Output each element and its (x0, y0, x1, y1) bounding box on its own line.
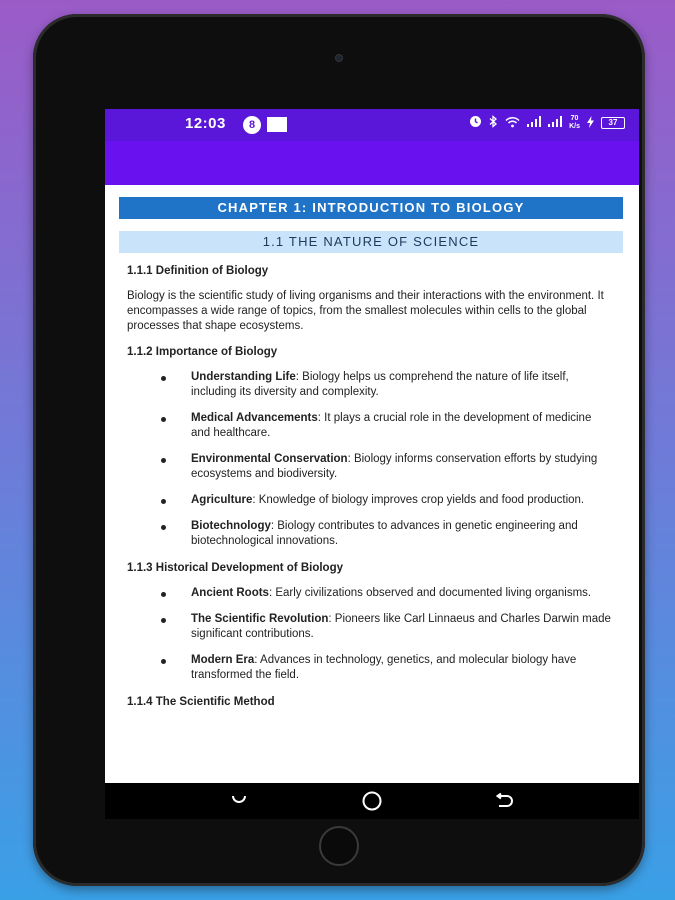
list-item (191, 612, 611, 642)
list-item (191, 370, 611, 400)
notification-count-badge: 8 (243, 116, 261, 134)
list-item (191, 452, 611, 482)
list-item-text: : It plays a crucial role in the development of medicine and healthcare. (191, 412, 592, 439)
definition-paragraph: Biology is the scientific study of living organisms and their interactions with the environment. It encompasses a wide range of topics, from the smallest molecules within cells to the global processes that shape ecosystems. (127, 290, 604, 332)
recent-apps-icon[interactable] (227, 789, 251, 813)
status-bar (105, 109, 639, 141)
section-title: 1.1 THE NATURE OF SCIENCE (119, 231, 623, 253)
network-speed-value: 70 (570, 115, 579, 122)
bullet-icon (161, 417, 166, 422)
hardware-home-button[interactable] (319, 826, 359, 866)
network-speed-unit: K/s (569, 123, 580, 130)
importance-list (105, 370, 639, 549)
list-item-term: Agriculture (191, 494, 253, 506)
list-item (191, 586, 611, 601)
list-item-text: : Biology helps us comprehend the nature of life itself, including its diversity and complexity. (191, 371, 569, 398)
device-screen (105, 109, 639, 819)
bullet-icon (161, 525, 166, 530)
navigation-bar (105, 783, 639, 819)
charging-icon (587, 116, 594, 131)
signal-icon-1 (527, 116, 541, 130)
list-item-term: The Scientific Revolution (191, 613, 329, 625)
home-icon[interactable] (360, 789, 384, 813)
tablet-frame (33, 14, 645, 886)
app-bar (105, 141, 639, 185)
subsection-heading: 1.1.1 Definition of Biology (127, 265, 269, 277)
chapter-title: CHAPTER 1: INTRODUCTION TO BIOLOGY (119, 197, 623, 219)
list-item-term: Biotechnology (191, 520, 271, 532)
list-item (191, 411, 611, 441)
list-item (191, 493, 611, 508)
wifi-icon (505, 116, 520, 131)
subsection-heading: 1.1.2 Importance of Biology (127, 346, 278, 358)
list-item (191, 653, 611, 683)
bullet-icon (161, 376, 166, 381)
bullet-icon (161, 659, 166, 664)
bullet-icon (161, 592, 166, 597)
list-item-text: : Biology informs conservation efforts by studying ecosystems and biodiversity. (191, 453, 598, 480)
status-time: 12:03 (185, 115, 226, 132)
back-icon[interactable] (491, 789, 515, 813)
status-icons (469, 115, 625, 131)
front-camera (335, 54, 343, 62)
alarm-icon (469, 115, 482, 131)
list-item (191, 519, 611, 549)
list-item-text: : Knowledge of biology improves crop yields and food production. (252, 494, 585, 506)
history-list (105, 586, 639, 683)
battery-icon: 37 (601, 117, 625, 129)
reading-content[interactable] (105, 185, 639, 783)
list-item-term: Modern Era (191, 654, 255, 666)
list-item-term: Understanding Life (191, 371, 296, 383)
list-item-term: Medical Advancements (191, 412, 318, 424)
list-item-text: : Early civilizations observed and documented living organisms. (268, 587, 592, 599)
subsection-heading: 1.1.4 The Scientific Method (127, 696, 275, 708)
bullet-icon (161, 618, 166, 623)
notification-icon (267, 117, 287, 132)
signal-icon-2 (548, 116, 562, 130)
list-item-text: : Biology contributes to advances in genetic engineering and biotechnological innovations. (191, 520, 578, 547)
bullet-icon (161, 499, 166, 504)
network-speed (569, 115, 580, 131)
list-item-term: Environmental Conservation (191, 453, 348, 465)
list-item-term: Ancient Roots (191, 587, 269, 599)
bullet-icon (161, 458, 166, 463)
list-item-text: : Pioneers like Carl Linnaeus and Charles Darwin made significant contributions. (191, 613, 611, 640)
subsection-heading: 1.1.3 Historical Development of Biology (127, 562, 343, 574)
list-item-text: : Advances in technology, genetics, and molecular biology have transformed the field. (191, 654, 577, 681)
bluetooth-icon (489, 115, 498, 131)
